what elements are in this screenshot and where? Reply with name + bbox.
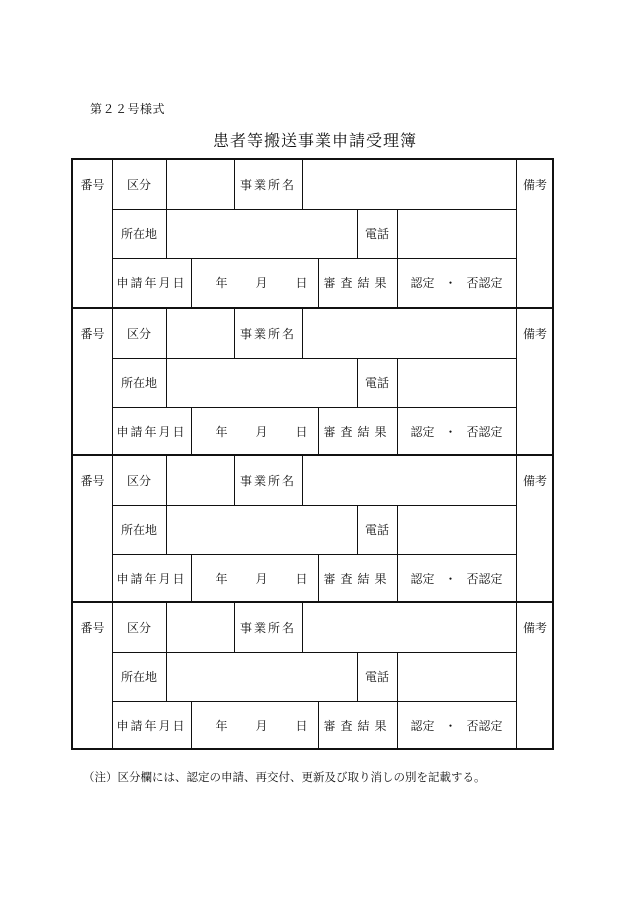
business-name-label: 事業所名 (239, 178, 296, 192)
day-label: 日 (295, 425, 308, 439)
approved-option[interactable]: 認定 (410, 572, 435, 586)
remarks-label: 備考 (522, 178, 547, 192)
review-result-field[interactable] (397, 554, 516, 603)
category-label: 区分 (126, 621, 151, 635)
rejected-option[interactable]: 否認定 (466, 572, 503, 586)
form-number: 第２２号様式 (90, 102, 166, 116)
year-label: 年 (215, 719, 228, 733)
day-label: 日 (295, 572, 308, 586)
review-result-field[interactable] (397, 407, 516, 456)
remarks-field[interactable] (516, 358, 554, 456)
application-date-label: 申請年月日 (116, 572, 187, 586)
phone-label: 電話 (364, 376, 389, 390)
review-result-field[interactable] (397, 701, 516, 750)
location-field[interactable] (166, 209, 357, 258)
business-name-label: 事業所名 (239, 327, 296, 341)
option-separator: ・ (444, 276, 457, 290)
business-name-field[interactable] (302, 603, 516, 652)
application-date-label: 申請年月日 (116, 425, 187, 439)
category-label: 区分 (126, 474, 151, 488)
day-label: 日 (295, 276, 308, 290)
business-name-field[interactable] (302, 456, 516, 505)
number-label: 番号 (80, 474, 105, 488)
location-label: 所在地 (120, 227, 157, 241)
business-name-label: 事業所名 (239, 474, 296, 488)
phone-label: 電話 (364, 523, 389, 537)
number-field[interactable] (73, 505, 112, 603)
rejected-option[interactable]: 否認定 (466, 719, 503, 733)
remarks-field[interactable] (516, 505, 554, 603)
category-field[interactable] (166, 309, 234, 358)
phone-field[interactable] (397, 505, 516, 554)
number-label: 番号 (80, 178, 105, 192)
review-result-label: 審査結果 (323, 572, 392, 586)
number-label: 番号 (80, 327, 105, 341)
option-separator: ・ (444, 719, 457, 733)
registry-entry (73, 307, 552, 454)
rejected-option[interactable]: 否認定 (466, 276, 503, 290)
review-result-label: 審査結果 (323, 276, 392, 290)
business-name-label: 事業所名 (239, 621, 296, 635)
month-label: 月 (255, 719, 268, 733)
rejected-option[interactable]: 否認定 (466, 425, 503, 439)
application-date-field[interactable] (191, 554, 318, 603)
option-separator: ・ (444, 572, 457, 586)
approved-option[interactable]: 認定 (410, 276, 435, 290)
day-label: 日 (295, 719, 308, 733)
phone-field[interactable] (397, 209, 516, 258)
application-date-field[interactable] (191, 701, 318, 750)
document-title: 患者等搬送事業申請受理簿 (212, 131, 417, 150)
location-field[interactable] (166, 505, 357, 554)
category-label: 区分 (126, 178, 151, 192)
registry-entry (73, 454, 552, 601)
number-field[interactable] (73, 209, 112, 307)
year-label: 年 (215, 425, 228, 439)
remarks-field[interactable] (516, 652, 554, 750)
registry-table (71, 158, 554, 750)
footnote: （注）区分欄には、認定の申請、再交付、更新及び取り消しの別を記載する。 (83, 770, 486, 784)
review-result-field[interactable] (397, 258, 516, 307)
remarks-label: 備考 (522, 474, 547, 488)
location-field[interactable] (166, 358, 357, 407)
location-label: 所在地 (120, 670, 157, 684)
remarks-label: 備考 (522, 621, 547, 635)
review-result-label: 審査結果 (323, 425, 392, 439)
number-field[interactable] (73, 652, 112, 750)
month-label: 月 (255, 425, 268, 439)
category-field[interactable] (166, 456, 234, 505)
month-label: 月 (255, 572, 268, 586)
approved-option[interactable]: 認定 (410, 719, 435, 733)
category-field[interactable] (166, 160, 234, 209)
year-label: 年 (215, 572, 228, 586)
remarks-field[interactable] (516, 209, 554, 307)
category-label: 区分 (126, 327, 151, 341)
phone-field[interactable] (397, 652, 516, 701)
phone-label: 電話 (364, 227, 389, 241)
business-name-field[interactable] (302, 309, 516, 358)
year-label: 年 (215, 276, 228, 290)
location-field[interactable] (166, 652, 357, 701)
location-label: 所在地 (120, 523, 157, 537)
application-date-label: 申請年月日 (116, 276, 187, 290)
registry-entry (73, 160, 552, 307)
review-result-label: 審査結果 (323, 719, 392, 733)
phone-label: 電話 (364, 670, 389, 684)
approved-option[interactable]: 認定 (410, 425, 435, 439)
option-separator: ・ (444, 425, 457, 439)
number-field[interactable] (73, 358, 112, 456)
business-name-field[interactable] (302, 160, 516, 209)
application-date-field[interactable] (191, 258, 318, 307)
month-label: 月 (255, 276, 268, 290)
number-label: 番号 (80, 621, 105, 635)
application-date-field[interactable] (191, 407, 318, 456)
category-field[interactable] (166, 603, 234, 652)
registry-entry (73, 601, 552, 748)
remarks-label: 備考 (522, 327, 547, 341)
phone-field[interactable] (397, 358, 516, 407)
location-label: 所在地 (120, 376, 157, 390)
application-date-label: 申請年月日 (116, 719, 187, 733)
